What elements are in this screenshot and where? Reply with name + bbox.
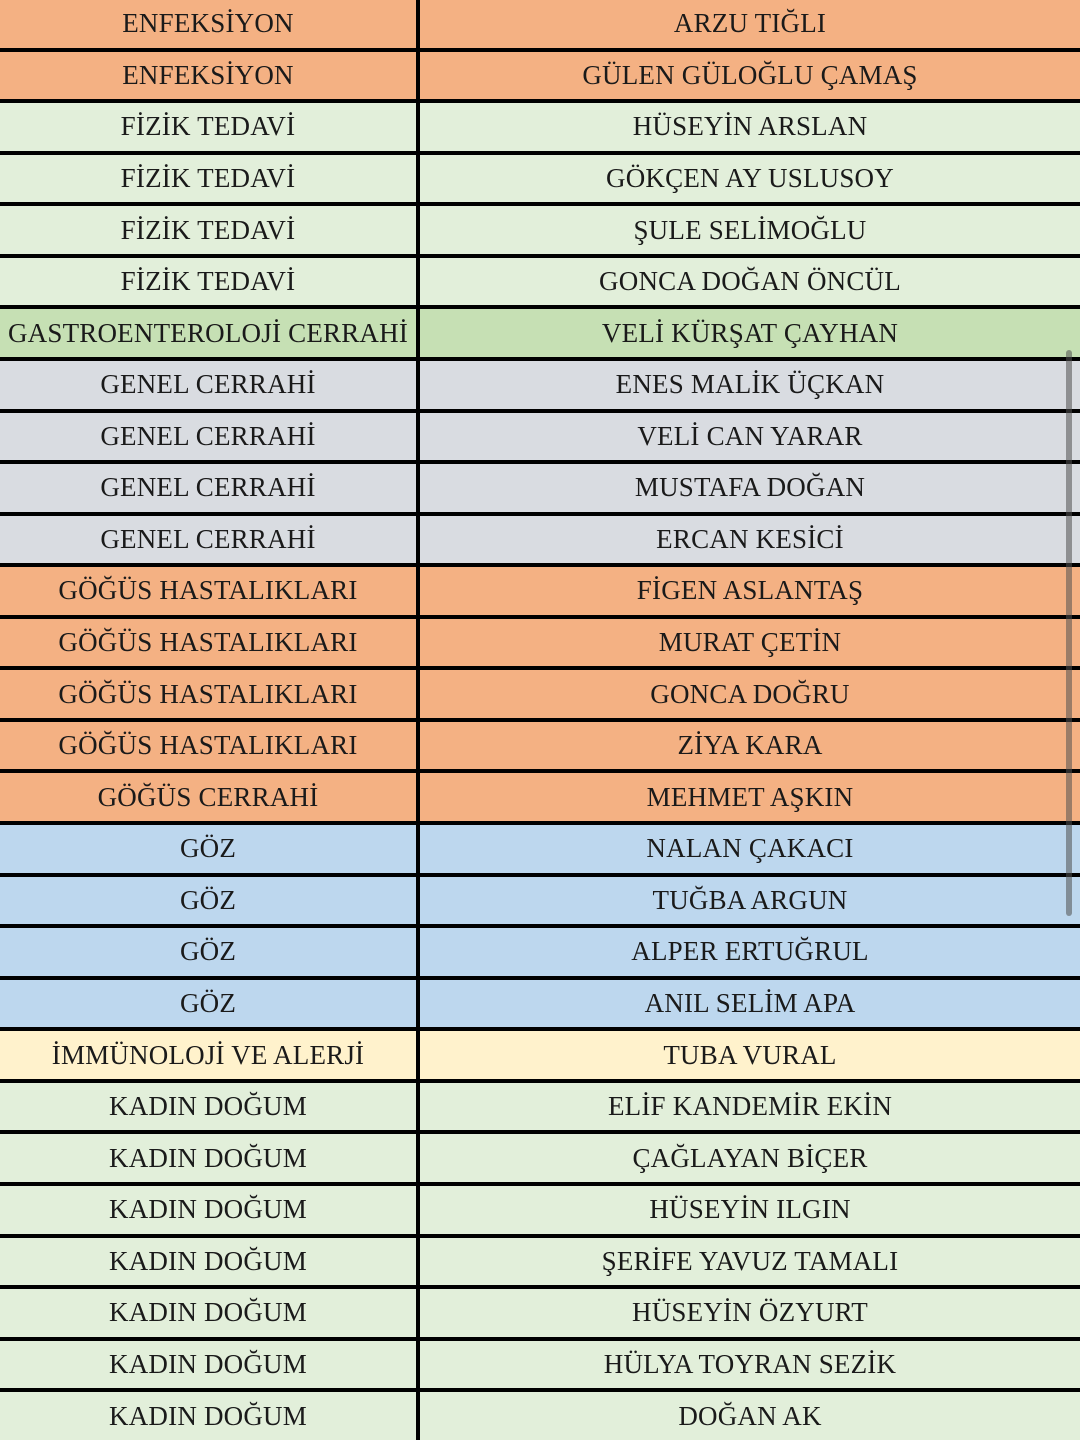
table-row (0, 875, 1080, 927)
table-row (0, 1339, 1080, 1391)
table-row (0, 307, 1080, 359)
table-row (0, 359, 1080, 411)
doctor-name-cell: ENES MALİK ÜÇKAN (418, 359, 1080, 411)
department-cell: GASTROENTEROLOJİ CERRAHİ (0, 307, 418, 359)
department-cell: GÖĞÜS HASTALIKLARI (0, 720, 418, 772)
department-cell: KADIN DOĞUM (0, 1339, 418, 1391)
table-row (0, 153, 1080, 205)
department-cell: FİZİK TEDAVİ (0, 256, 418, 308)
department-cell: KADIN DOĞUM (0, 1132, 418, 1184)
department-cell: KADIN DOĞUM (0, 1390, 418, 1440)
table-row (0, 720, 1080, 772)
department-cell: ENFEKSİYON (0, 0, 418, 50)
department-cell: GÖZ (0, 926, 418, 978)
table-row (0, 978, 1080, 1030)
doctor-name-cell: HÜLYA TOYRAN SEZİK (418, 1339, 1080, 1391)
doctor-name-cell: MEHMET AŞKIN (418, 771, 1080, 823)
table-row (0, 1184, 1080, 1236)
table-row (0, 771, 1080, 823)
doctor-name-cell: TUĞBA ARGUN (418, 875, 1080, 927)
table-row (0, 1236, 1080, 1288)
doctor-name-cell: ARZU TIĞLI (418, 0, 1080, 50)
department-cell: GÖĞÜS CERRAHİ (0, 771, 418, 823)
table-row (0, 617, 1080, 669)
table-row (0, 101, 1080, 153)
table-row (0, 1287, 1080, 1339)
table-row (0, 514, 1080, 566)
department-cell: KADIN DOĞUM (0, 1081, 418, 1133)
doctor-name-cell: MUSTAFA DOĞAN (418, 462, 1080, 514)
department-cell: GÖĞÜS HASTALIKLARI (0, 617, 418, 669)
doctor-name-cell: ALPER ERTUĞRUL (418, 926, 1080, 978)
table-row (0, 0, 1080, 50)
table-row (0, 411, 1080, 463)
table-row (0, 926, 1080, 978)
department-cell: GENEL CERRAHİ (0, 359, 418, 411)
doctor-name-cell: VELİ CAN YARAR (418, 411, 1080, 463)
department-cell: GÖĞÜS HASTALIKLARI (0, 668, 418, 720)
department-cell: FİZİK TEDAVİ (0, 204, 418, 256)
doctor-name-cell: TUBA VURAL (418, 1029, 1080, 1081)
doctor-name-cell: HÜSEYİN ILGIN (418, 1184, 1080, 1236)
doctor-name-cell: VELİ KÜRŞAT ÇAYHAN (418, 307, 1080, 359)
department-cell: GÖZ (0, 978, 418, 1030)
department-cell: GÖZ (0, 823, 418, 875)
doctor-name-cell: ERCAN KESİCİ (418, 514, 1080, 566)
department-cell: ENFEKSİYON (0, 50, 418, 102)
table-row (0, 462, 1080, 514)
table-row (0, 1132, 1080, 1184)
doctor-name-cell: FİGEN ASLANTAŞ (418, 565, 1080, 617)
department-cell: GENEL CERRAHİ (0, 462, 418, 514)
vertical-scrollbar[interactable] (1066, 350, 1072, 916)
department-cell: FİZİK TEDAVİ (0, 153, 418, 205)
table-row (0, 204, 1080, 256)
doctor-name-cell: GONCA DOĞAN ÖNCÜL (418, 256, 1080, 308)
doctor-name-cell: DOĞAN AK (418, 1390, 1080, 1440)
table-row (0, 823, 1080, 875)
department-cell: GÖZ (0, 875, 418, 927)
department-cell: GENEL CERRAHİ (0, 411, 418, 463)
doctor-name-cell: NALAN ÇAKACI (418, 823, 1080, 875)
department-cell: GÖĞÜS HASTALIKLARI (0, 565, 418, 617)
doctor-name-cell: ŞULE SELİMOĞLU (418, 204, 1080, 256)
table-row (0, 565, 1080, 617)
table-row (0, 1390, 1080, 1440)
doctor-name-cell: HÜSEYİN ARSLAN (418, 101, 1080, 153)
doctor-name-cell: ŞERİFE YAVUZ TAMALI (418, 1236, 1080, 1288)
doctor-name-cell: ZİYA KARA (418, 720, 1080, 772)
doctor-name-cell: GONCA DOĞRU (418, 668, 1080, 720)
table-row (0, 1081, 1080, 1133)
table-row (0, 1029, 1080, 1081)
table-row (0, 668, 1080, 720)
table-row (0, 256, 1080, 308)
doctor-name-cell: ÇAĞLAYAN BİÇER (418, 1132, 1080, 1184)
doctor-name-cell: GÖKÇEN AY USLUSOY (418, 153, 1080, 205)
doctor-name-cell: ELİF KANDEMİR EKİN (418, 1081, 1080, 1133)
doctor-name-cell: GÜLEN GÜLOĞLU ÇAMAŞ (418, 50, 1080, 102)
department-cell: KADIN DOĞUM (0, 1184, 418, 1236)
department-cell: KADIN DOĞUM (0, 1236, 418, 1288)
doctor-name-cell: ANIL SELİM APA (418, 978, 1080, 1030)
department-cell: FİZİK TEDAVİ (0, 101, 418, 153)
department-cell: GENEL CERRAHİ (0, 514, 418, 566)
doctor-name-cell: HÜSEYİN ÖZYURT (418, 1287, 1080, 1339)
table-row (0, 50, 1080, 102)
department-cell: İMMÜNOLOJİ VE ALERJİ (0, 1029, 418, 1081)
department-cell: KADIN DOĞUM (0, 1287, 418, 1339)
doctor-name-cell: MURAT ÇETİN (418, 617, 1080, 669)
